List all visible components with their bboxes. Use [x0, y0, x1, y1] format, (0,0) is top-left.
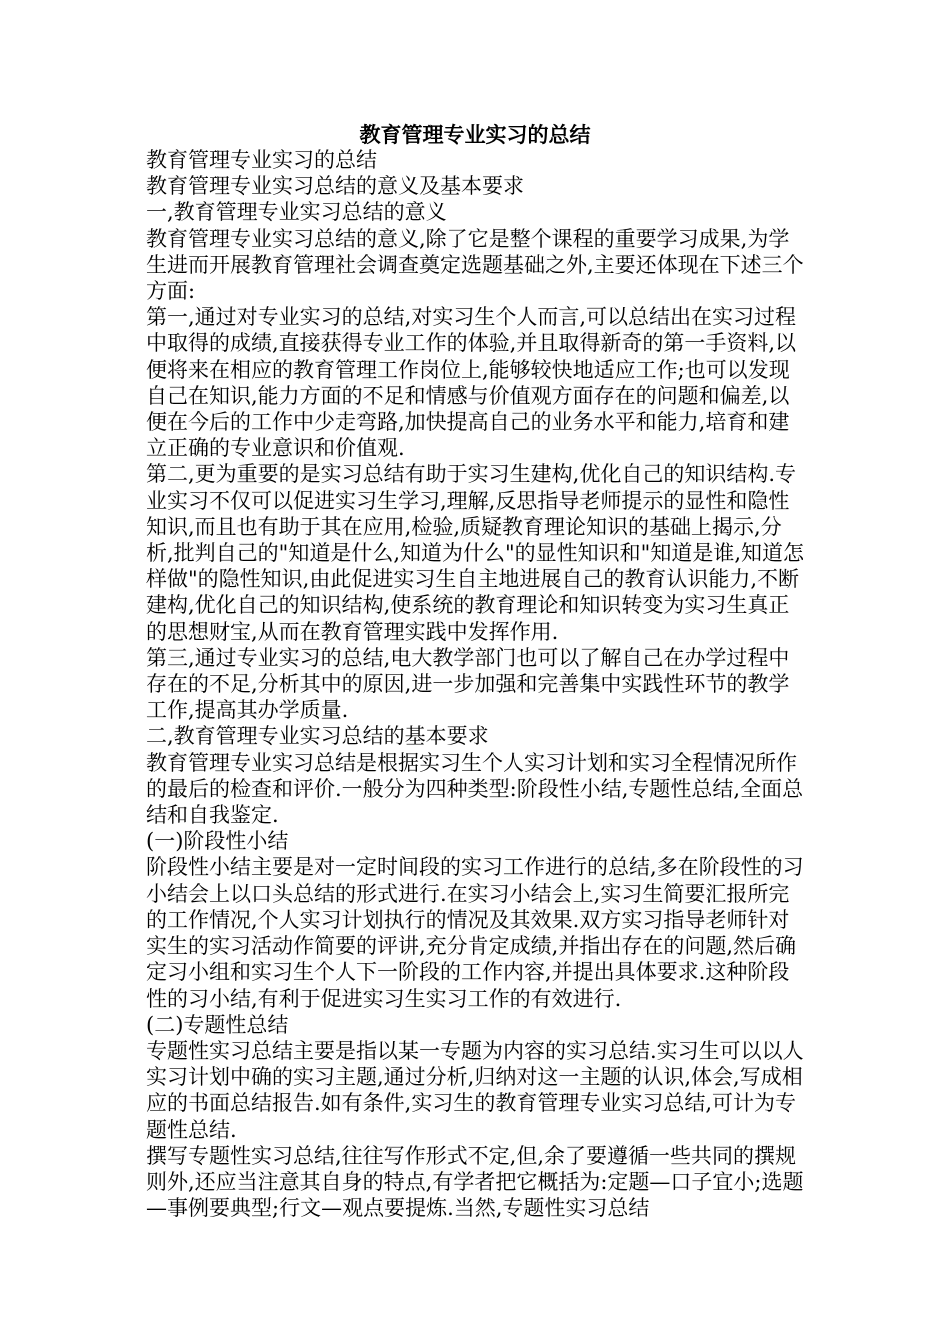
paragraph: 第二,更为重要的是实习总结有助于实习生建构,优化自己的知识结构.专业实习不仅可以促进实习生学习,理解,反思指导老师提示的显性和隐性知识,而且也有助于其在应用,检验,质疑教育理论知识的基础上揭示,分析,批判自己的"知道是什么,知道为什么"的显性知识和"知道是谁,知道怎样做"的隐性知识,由此促进实习生自主地进展自己的教育认识能力,不断建构,优化自己的知识结构,使系统的教育理论和知识转变为实习生真正的思想财宝,从而在教育管理实践中发挥作用. [146, 462, 805, 644]
section-heading: 一,教育管理专业实习总结的意义 [146, 200, 447, 225]
paragraph: 阶段性小结主要是对一定时间段的实习工作进行的总结,多在阶段性的习小结会上以口头总结的形式进行.在实习小结会上,实习生简要汇报所完的工作情况,个人实习计划执行的情况及其效果.双方实习指导老师针对实生的实习活动作简要的评讲,充分肯定成绩,并指出存在的问题,然后确定习小组和实习生个人下一阶段的工作内容,并提出具体要求.这种阶段性的习小结,有利于促进实习生实习工作的有效进行. [146, 855, 804, 1011]
document-body [146, 147, 806, 1221]
paragraph: 教育管理专业实习的总结 [146, 148, 377, 172]
paragraph: 教育管理专业实习总结的意义,除了它是整个课程的重要学习成果,为学生进而开展教育管理社会调查奠定选题基础之外,主要还体现在下述三个方面: [146, 226, 804, 304]
section-heading: 二,教育管理专业实习总结的基本要求 [146, 724, 489, 749]
paragraph: 第一,通过对专业实习的总结,对实习生个人而言,可以总结出在实习过程中取得的成绩,直接获得专业工作的体验,并且取得新奇的第一手资料,以便将来在相应的教育管理工作岗位上,能够较快地适应工作;也可以发现自己在知识,能力方面的不足和情感与价值观方面存在的问题和偏差,以便在今后的工作中少走弯路,加快提高自己的业务水平和能力,培育和建立正确的专业意识和价值观. [146, 305, 797, 461]
subsection-heading: (二)专题性总结 [146, 1012, 289, 1037]
subsection-heading: (一)阶段性小结 [146, 829, 289, 854]
paragraph: 第三,通过专业实习的总结,电大教学部门也可以了解自己在办学过程中存在的不足,分析其中的原因,进一步加强和完善集中实践性环节的教学工作,提高其办学质量. [146, 645, 790, 723]
paragraph: 教育管理专业实习总结的意义及基本要求 [146, 174, 524, 199]
paragraph: 专题性实习总结主要是指以某一专题为内容的实习总结.实习生可以以人实习计划中确的实习主题,通过分析,归纳对这一主题的认识,体会,写成相应的书面总结报告.如有条件,实习生的教育管理专业实习总结,可计为专题性总结. [146, 1038, 804, 1142]
paragraph: 撰写专题性实习总结,往往写作形式不定,但,余了要遵循一些共同的撰规则外,还应当注意其自身的特点,有学者把它概括为:定题—口子宜小;选题—事例要典型;行文—观点要提炼.当然,专题性实习总结 [146, 1143, 804, 1221]
paragraph: 教育管理专业实习总结是根据实习生个人实习计划和实习全程情况所作的最后的检查和评价.一般分为四种类型:阶段性小结,专题性总结,全面总结和自我鉴定. [146, 750, 804, 828]
document-title: 教育管理专业实习的总结 [359, 123, 591, 147]
